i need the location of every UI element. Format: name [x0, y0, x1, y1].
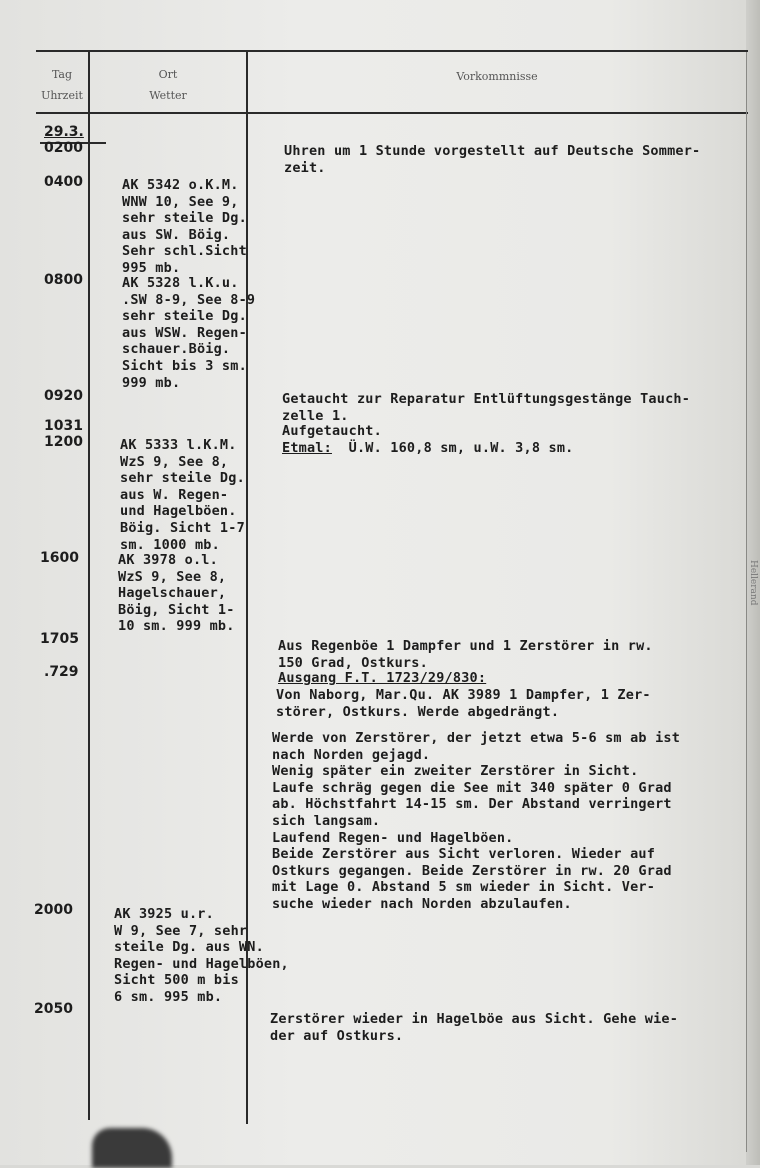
header-ort-label: Ort	[158, 68, 178, 81]
event-1705: Aus Regenböe 1 Dampfer und 1 Zerstörer in rw. 150 Grad, Ostkurs.	[278, 638, 653, 671]
time-1705: 1705	[40, 631, 79, 647]
time-0400: 0400	[44, 174, 83, 190]
column-divider-right	[746, 52, 747, 1152]
event-0200: Uhren um 1 Stunde vorgestellt auf Deutsche Sommer- zeit.	[284, 143, 701, 176]
time-2050: 2050	[34, 1001, 73, 1017]
header-tag-label: Tag	[51, 68, 73, 81]
etmal-label: Etmal:	[282, 440, 332, 456]
time-0800: 0800	[44, 272, 83, 288]
weather-0800: AK 5328 l.K.u. .SW 8-9, See 8-9 sehr steile Dg. aus WSW. Regen- schauer.Böig. Sicht bis 3 sm. 999 mb.	[122, 275, 256, 391]
time-1729: .729	[44, 664, 79, 680]
header-vorkommnisse	[248, 66, 746, 87]
header-tag	[36, 64, 88, 106]
time-2000: 2000	[34, 902, 73, 918]
event-1729-heading: Ausgang F.T. 1723/29/830:	[278, 670, 487, 686]
column-divider-time	[88, 52, 90, 1120]
event-0920: Getaucht zur Reparatur Entlüftungsgestänge Tauch- zelle 1.	[282, 391, 691, 424]
event-1729-message: Von Naborg, Mar.Qu. AK 3989 1 Dampfer, 1 Zer- störer, Ostkurs. Werde abgedrängt.	[276, 687, 651, 720]
event-1200	[282, 440, 573, 457]
header-uhrzeit-label: Uhrzeit	[41, 89, 83, 102]
time-1600: 1600	[40, 550, 79, 566]
weather-0400: AK 5342 o.K.M. WNW 10, See 9, sehr steile Dg. aus SW. Böig. Sehr schl.Sicht 995 mb.	[122, 177, 247, 276]
time-0200: 0200	[44, 140, 83, 156]
header-ort	[90, 64, 246, 106]
time-1031: 1031	[44, 418, 83, 434]
time-1200: 1200	[44, 434, 83, 450]
weather-2000: AK 3925 u.r. W 9, See 7, sehr steile Dg. aus WN. Regen- und Hagelböen, Sicht 500 m bis 6 sm. 995 mb.	[114, 906, 289, 1005]
event-1031: Aufgetaucht.	[282, 423, 382, 439]
weather-1200: AK 5333 l.K.M. WzS 9, See 8, sehr steile Dg. aus W. Regen- und Hagelböen. Böig. Sicht 1-7 sm. 1000 mb.	[120, 437, 245, 553]
header-vorkommnisse-label: Vorkommnisse	[456, 70, 538, 83]
time-0920: 0920	[44, 388, 83, 404]
event-1729-narrative: Werde von Zerstörer, der jetzt etwa 5-6 sm ab ist nach Norden gejagd. Wenig später ein zweiter Zerstörer in Sicht. Laufe schräg gegen die See mit 340 später 0 Grad ab. Höchstfahrt 14-15 sm. Der Abstand verringert sich langsam. Laufend Regen- und Hagelböen. Beide Zerstörer aus Sicht verloren. Wieder auf Ostkurs gegangen. Beide Zerstörer in rw. 20 Grad mit Lage 0. Abstand 5 sm wieder in Sicht. Ver- suche wieder nach Norden abzulaufen.	[272, 730, 681, 912]
header-bottom-rule	[36, 112, 748, 114]
thumb-shadow	[92, 1128, 172, 1168]
event-2050: Zerstörer wieder in Hagelböe aus Sicht. Gehe wie- der auf Ostkurs.	[270, 1011, 679, 1044]
margin-note: Hellerand	[748, 560, 758, 606]
log-date: 29.3.	[44, 124, 84, 140]
weather-1600: AK 3978 o.l. WzS 9, See 8, Hagelschauer, Böig, Sicht 1- 10 sm. 999 mb.	[118, 552, 235, 635]
header-wetter-label: Wetter	[149, 89, 187, 102]
etmal-text: Ü.W. 160,8 sm, u.W. 3,8 sm.	[331, 440, 574, 456]
header-top-rule	[36, 50, 748, 52]
